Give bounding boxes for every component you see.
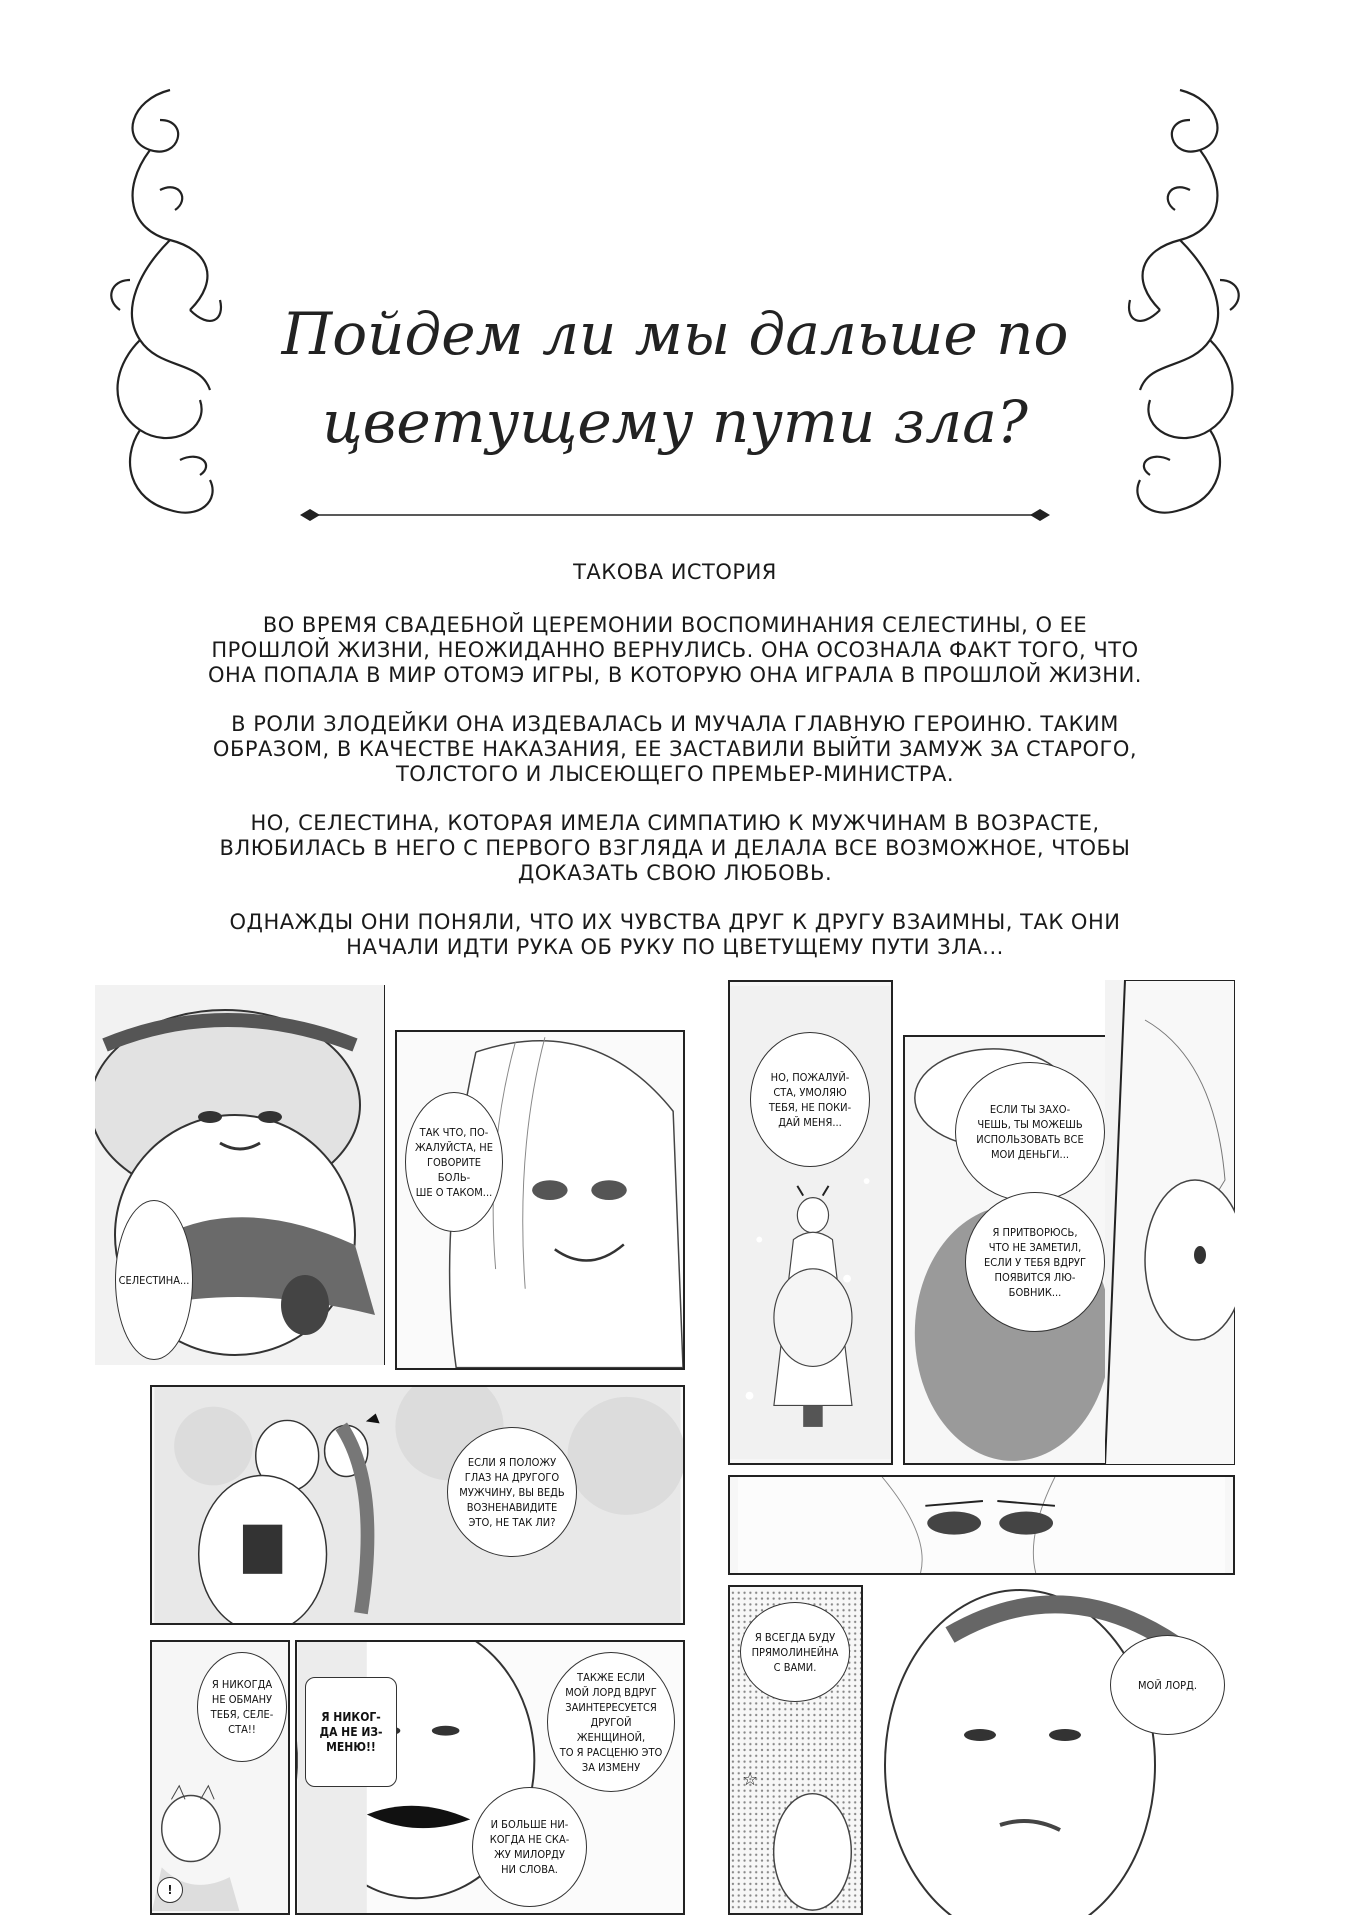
title-line-2: цветущему пути зла? [322,388,1028,456]
manga-panel-minister-speak [903,1035,1113,1465]
star-icon: ☆ [742,1769,759,1790]
manga-panel-dotted [728,1585,863,1915]
speech-bubble: И БОЛЬШЕ НИ- КОГДА НЕ СКА- ЖУ МИЛОРДУ НИ СЛОВА. [472,1787,587,1907]
summary-heading: ТАКОВА ИСТОРИЯ [573,560,777,584]
speech-bubble: Я НИКОГДА НЕ ОБМАНУ ТЕБЯ, СЕЛЕ- СТА!! [197,1652,287,1762]
summary-paragraph: НО, СЕЛЕСТИНА, КОТОРАЯ ИМЕЛА СИМПАТИЮ К МУЖЧИНАМ В ВОЗРАСТЕ, ВЛЮБИЛАСЬ В НЕГО С ПЕРВОГО ВЗГЛЯДА И ДЕЛАЛА ВСЕ ВОЗМОЖНОЕ, ЧТОБЫ ДОКАЗАТЬ СВОЮ ЛЮБОВЬ. [219,811,1131,885]
summary-paragraph: ВО ВРЕМЯ СВАДЕБНОЙ ЦЕРЕМОНИИ ВОСПОМИНАНИЯ СЕЛЕСТИНЫ, О ЕЕ ПРОШЛОЙ ЖИЗНИ, НЕОЖИДАННО ВЕРНУЛИСЬ. ОНА ОСОЗНАЛА ФАКТ ТОГО, ЧТО ОНА ПОПАЛА В МИР ОТОМЭ ИГРЫ, В КОТОРУЮ ОНА ИГРАЛА В ПРОШЛОЙ ЖИЗНИ. [208,613,1142,687]
title-divider [300,505,1050,525]
speech-bubble: ТАКЖЕ ЕСЛИ МОЙ ЛОРД ВДРУГ ЗАИНТЕРЕСУЕТСЯ ДРУГОЙ ЖЕНЩИНОЙ, ТО Я РАСЦЕНЮ ЭТО ЗА ИЗМЕНУ [547,1652,675,1792]
speech-bubble: МОЙ ЛОРД. [1110,1635,1225,1735]
ornament-left-icon [100,80,240,540]
manga-panel-celestina-small [150,1640,290,1915]
manga-panel-minister-shout [295,1640,685,1915]
speech-bubble: ЕСЛИ Я ПОЛОЖУ ГЛАЗ НА ДРУГОГО МУЖЧИНУ, ВЫ ВЕДЬ ВОЗНЕНАВИДИТЕ ЭТО, НЕ ТАК ЛИ? [447,1427,577,1557]
story-summary [200,560,1150,984]
manga-panel-minister-face [870,1585,1235,1915]
speech-bubble: ЕСЛИ ТЫ ЗАХО- ЧЕШЬ, ТЫ МОЖЕШЬ ИСПОЛЬЗОВАТЬ ВСЕ МОИ ДЕНЬГИ... [955,1062,1105,1202]
page-title [270,290,1080,466]
speech-bubble: Я ПРИТВОРЮСЬ, ЧТО НЕ ЗАМЕТИЛ, ЕСЛИ У ТЕБЯ ВДРУГ ПОЯВИТСЯ ЛЮ- БОВНИК... [965,1192,1105,1332]
manga-panel-celestina-smile [395,1030,685,1370]
title-line-1: Пойдем ли мы дальше по [281,300,1069,368]
summary-paragraph: В РОЛИ ЗЛОДЕЙКИ ОНА ИЗДЕВАЛАСЬ И МУЧАЛА ГЛАВНУЮ ГЕРОИНЮ. ТАКИМ ОБРАЗОМ, В КАЧЕСТВЕ НАКАЗАНИЯ, ЕЕ ЗАСТАВИЛИ ВЫЙТИ ЗАМУЖ ЗА СТАРОГО, ТОЛСТОГО И ЛЫСЕЮЩЕГО ПРЕМЬЕР-МИНИСТРА. [212,712,1138,786]
manga-panel-eyes [728,1475,1235,1575]
manga-panel-minister [95,985,385,1365]
speech-bubble: Я ВСЕГДА БУДУ ПРЯМОЛИНЕЙНА С ВАМИ. [740,1602,850,1702]
speech-bubble: Я НИКОГ- ДА НЕ ИЗ- МЕНЮ!! [305,1677,397,1787]
speech-bubble: ТАК ЧТО, ПО- ЖАЛУЙСТА, НЕ ГОВОРИТЕ БОЛЬ- ШЕ О ТАКОМ... [405,1092,503,1232]
manga-panel-full-body [728,980,893,1465]
ornament-right-icon [1110,80,1250,540]
manga-panel-profile [1105,980,1235,1465]
speech-bubble: НО, ПОЖАЛУЙ- СТА, УМОЛЯЮ ТЕБЯ, НЕ ПОКИ- ДАЙ МЕНЯ... [750,1032,870,1167]
summary-paragraph: ОДНАЖДЫ ОНИ ПОНЯЛИ, ЧТО ИХ ЧУВСТВА ДРУГ К ДРУГУ ВЗАИМНЫ, ТАК ОНИ НАЧАЛИ ИДТИ РУКА ОБ РУКУ ПО ЦВЕТУЩЕМУ ПУТИ ЗЛА... [229,910,1121,959]
speech-bubble: СЕЛЕСТИНА... [115,1200,193,1360]
manga-panel-embrace [150,1385,685,1625]
exclaim-bubble: ! [157,1877,183,1903]
